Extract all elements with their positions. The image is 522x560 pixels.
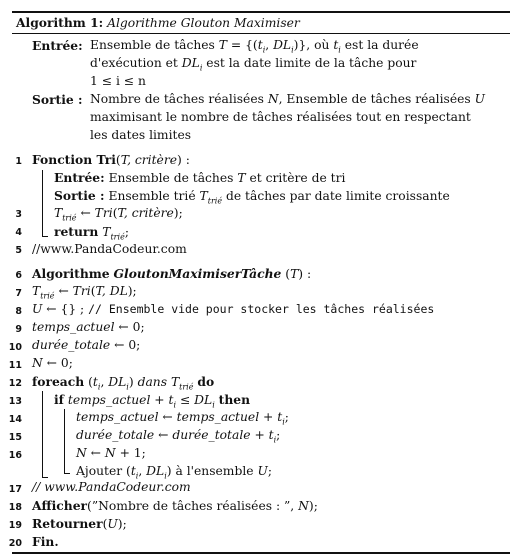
entree-label: Entrée:	[32, 38, 83, 53]
code-line-1: Fonction Tri(T, critère) :	[32, 152, 190, 167]
code-line-4: //www.PandaCodeur.com	[32, 242, 187, 256]
line-number: 10	[8, 342, 22, 353]
line-number: 4	[15, 227, 22, 238]
code-line-14: durée_totale ← durée_totale + $t_i$;	[76, 428, 281, 445]
function-block-hook	[42, 236, 48, 237]
code-line-18: Afficher(”Nombre de tâches réalisées : ”, N);	[32, 498, 318, 513]
entree-line-2: d'exécution et $DL_i$ est la date limite de la tâche pour	[90, 56, 417, 73]
line-number: 16	[8, 450, 22, 461]
if-block-hook	[64, 473, 70, 474]
code-line-19: Retourner(U);	[32, 516, 127, 531]
algorithm-title: Algorithme Glouton Maximiser	[107, 16, 300, 30]
code-line-2: $T_{trié}$ ← Tri(T, critère);	[54, 206, 183, 223]
line-number: 14	[8, 414, 22, 425]
code-line-8: temps_actuel ← 0;	[32, 320, 145, 334]
code-line-11: foreach ($t_i$, $DL_i$) dans $T_{trié}$ do	[32, 374, 215, 392]
line-number: 6	[15, 270, 22, 281]
line-number: 15	[8, 432, 22, 443]
code-line-20: Fin.	[32, 534, 59, 549]
line-number: 9	[15, 324, 22, 335]
bottom-rule	[12, 552, 510, 554]
line-number: 3	[15, 209, 22, 220]
sortie-label: Sortie :	[32, 92, 83, 107]
caption-rule	[12, 33, 510, 34]
foreach-block-hook	[42, 477, 48, 478]
code-line-12: if temps_actuel + $t_i \le DL_i$ then	[54, 392, 251, 410]
function-block-bar	[42, 170, 43, 236]
code-line-entree: Entrée: Ensemble de tâches T et critère de tri	[54, 170, 346, 185]
if-block-bar	[64, 409, 65, 473]
top-rule	[12, 11, 510, 13]
algorithm-caption	[16, 14, 300, 32]
code-line-16: Ajouter ($t_i$, $DL_i$) à l'ensemble U;	[76, 464, 272, 481]
code-line-6: $T_{trié}$ ← Tri(T, DL);	[32, 284, 137, 301]
line-number: 7	[15, 288, 22, 299]
code-line-sortie: Sortie : Ensemble trié $T_{trié}$ de tâches par date limite croissante	[54, 188, 450, 206]
foreach-block-bar	[42, 391, 43, 477]
line-number: 17	[8, 484, 22, 495]
code-line-15: N ← N + 1;	[76, 446, 146, 460]
code-line-9: durée_totale ← 0;	[32, 338, 141, 352]
code-line-17: // www.PandaCodeur.com	[32, 480, 191, 494]
line-number: 13	[8, 396, 22, 407]
line-number: 18	[8, 502, 22, 513]
sortie-line-2: maximisant le nombre de tâches réalisées tout en respectant	[90, 110, 471, 124]
code-line-7: U ← {} ; // Ensemble vide pour stocker les tâches réalisées	[32, 302, 435, 316]
sortie-line-1: Nombre de tâches réalisées N, Ensemble de tâches réalisées U	[90, 92, 486, 106]
line-number: 20	[8, 538, 22, 549]
sortie-line-3: les dates limites	[90, 128, 192, 142]
line-number: 11	[8, 360, 22, 371]
algorithm-label: Algorithm 1:	[16, 15, 104, 30]
line-number: 5	[15, 245, 22, 256]
entree-line-3: 1 ≤ i ≤ n	[90, 74, 146, 88]
code-line-3: return $T_{trié}$;	[54, 224, 129, 242]
code-line-5: Algorithme GloutonMaximiserTâche (T) :	[32, 266, 312, 281]
line-number: 19	[8, 520, 22, 531]
line-number: 8	[15, 306, 22, 317]
code-line-10: N ← 0;	[32, 356, 73, 370]
entree-line-1: Ensemble de tâches $T = \{(t_i$, $DL_i$)}, où $t_i$ est la durée	[90, 38, 419, 55]
line-number: 1	[15, 156, 22, 167]
code-line-13: temps_actuel ← temps_actuel + $t_i$;	[76, 410, 289, 427]
line-number: 12	[8, 378, 22, 389]
